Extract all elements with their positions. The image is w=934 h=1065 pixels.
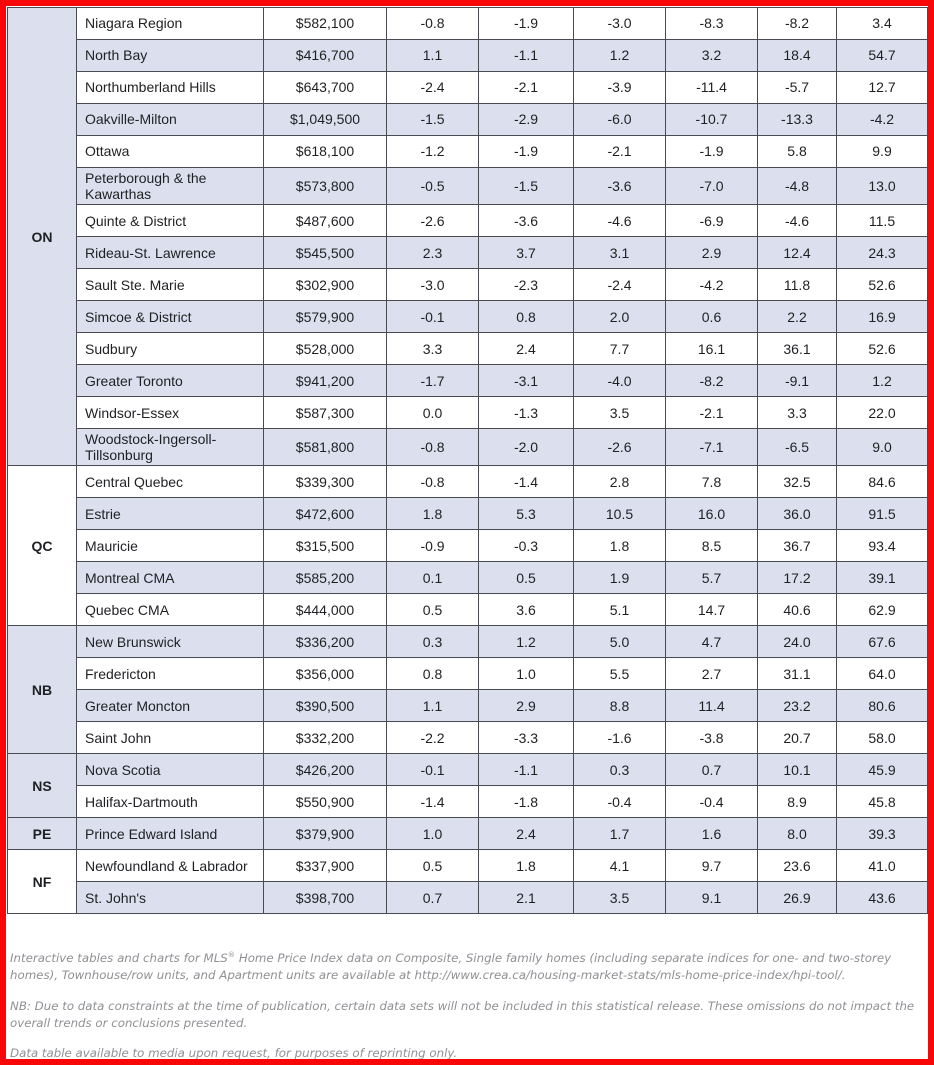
value-cell: 52.6 <box>837 333 928 365</box>
value-cell: 45.9 <box>837 754 928 786</box>
value-cell: 36.7 <box>758 530 837 562</box>
value-cell: -6.0 <box>574 104 666 136</box>
value-cell: 10.1 <box>758 754 837 786</box>
table-row <box>8 882 928 914</box>
value-cell: 0.3 <box>574 754 666 786</box>
value-cell: 0.5 <box>387 850 479 882</box>
table-row <box>8 397 928 429</box>
value-cell: 5.1 <box>574 594 666 626</box>
value-cell: -2.1 <box>666 397 758 429</box>
table-row <box>8 301 928 333</box>
hpi-table-body <box>8 8 928 914</box>
price-cell: $426,200 <box>264 754 387 786</box>
price-cell: $487,600 <box>264 205 387 237</box>
value-cell: 5.5 <box>574 658 666 690</box>
value-cell: -3.0 <box>387 269 479 301</box>
price-cell: $579,900 <box>264 301 387 333</box>
value-cell: 40.6 <box>758 594 837 626</box>
table-row <box>8 333 928 365</box>
price-cell: $582,100 <box>264 8 387 40</box>
value-cell: -0.1 <box>387 301 479 333</box>
value-cell: -2.1 <box>479 72 574 104</box>
region-cell: Rideau-St. Lawrence <box>77 237 264 269</box>
value-cell: -2.0 <box>479 429 574 466</box>
value-cell: 1.1 <box>387 40 479 72</box>
price-cell: $941,200 <box>264 365 387 397</box>
price-cell: $444,000 <box>264 594 387 626</box>
value-cell: 5.8 <box>758 136 837 168</box>
table-row <box>8 205 928 237</box>
value-cell: 52.6 <box>837 269 928 301</box>
value-cell: -2.2 <box>387 722 479 754</box>
value-cell: 22.0 <box>837 397 928 429</box>
table-row <box>8 237 928 269</box>
value-cell: 5.3 <box>479 498 574 530</box>
table-row <box>8 429 928 466</box>
region-cell: Simcoe & District <box>77 301 264 333</box>
value-cell: 11.4 <box>666 690 758 722</box>
price-cell: $379,900 <box>264 818 387 850</box>
value-cell: 1.9 <box>574 562 666 594</box>
value-cell: 8.5 <box>666 530 758 562</box>
value-cell: -2.4 <box>387 72 479 104</box>
region-cell: Montreal CMA <box>77 562 264 594</box>
value-cell: 2.3 <box>387 237 479 269</box>
value-cell: 8.8 <box>574 690 666 722</box>
value-cell: 18.4 <box>758 40 837 72</box>
table-row <box>8 626 928 658</box>
region-cell: Peterborough & the Kawarthas <box>77 168 264 205</box>
value-cell: -6.5 <box>758 429 837 466</box>
value-cell: -10.7 <box>666 104 758 136</box>
hpi-data-table <box>7 7 928 914</box>
value-cell: -7.1 <box>666 429 758 466</box>
price-cell: $581,800 <box>264 429 387 466</box>
registered-trademark-symbol: ® <box>227 950 236 960</box>
value-cell: -2.9 <box>479 104 574 136</box>
value-cell: 0.7 <box>666 754 758 786</box>
value-cell: 45.8 <box>837 786 928 818</box>
value-cell: -11.4 <box>666 72 758 104</box>
table-row <box>8 168 928 205</box>
value-cell: 0.5 <box>479 562 574 594</box>
value-cell: 64.0 <box>837 658 928 690</box>
value-cell: 2.9 <box>666 237 758 269</box>
value-cell: 9.7 <box>666 850 758 882</box>
value-cell: 11.8 <box>758 269 837 301</box>
value-cell: -3.8 <box>666 722 758 754</box>
value-cell: 26.9 <box>758 882 837 914</box>
value-cell: 1.1 <box>387 690 479 722</box>
value-cell: 3.4 <box>837 8 928 40</box>
region-cell: Northumberland Hills <box>77 72 264 104</box>
value-cell: 7.8 <box>666 466 758 498</box>
value-cell: 0.1 <box>387 562 479 594</box>
value-cell: 4.7 <box>666 626 758 658</box>
region-cell: Windsor-Essex <box>77 397 264 429</box>
province-cell: ON <box>8 8 77 466</box>
value-cell: 1.8 <box>574 530 666 562</box>
table-row <box>8 658 928 690</box>
value-cell: 36.1 <box>758 333 837 365</box>
value-cell: 41.0 <box>837 850 928 882</box>
value-cell: 20.7 <box>758 722 837 754</box>
price-cell: $585,200 <box>264 562 387 594</box>
value-cell: 2.8 <box>574 466 666 498</box>
value-cell: 24.3 <box>837 237 928 269</box>
value-cell: 0.3 <box>387 626 479 658</box>
value-cell: -0.8 <box>387 466 479 498</box>
footer-notes <box>6 950 928 1061</box>
value-cell: 12.4 <box>758 237 837 269</box>
value-cell: 3.7 <box>479 237 574 269</box>
price-cell: $332,200 <box>264 722 387 754</box>
value-cell: 24.0 <box>758 626 837 658</box>
value-cell: -0.1 <box>387 754 479 786</box>
value-cell: 1.0 <box>387 818 479 850</box>
price-cell: $573,800 <box>264 168 387 205</box>
value-cell: -1.5 <box>479 168 574 205</box>
province-cell: PE <box>8 818 77 850</box>
table-row <box>8 466 928 498</box>
value-cell: -4.2 <box>666 269 758 301</box>
value-cell: 3.5 <box>574 397 666 429</box>
price-cell: $302,900 <box>264 269 387 301</box>
value-cell: -0.4 <box>574 786 666 818</box>
table-row <box>8 72 928 104</box>
region-cell: Central Quebec <box>77 466 264 498</box>
table-row <box>8 818 928 850</box>
value-cell: 9.0 <box>837 429 928 466</box>
region-cell: Woodstock-Ingersoll-Tillsonburg <box>77 429 264 466</box>
value-cell: 1.8 <box>479 850 574 882</box>
region-cell: Fredericton <box>77 658 264 690</box>
value-cell: 62.9 <box>837 594 928 626</box>
value-cell: -1.4 <box>387 786 479 818</box>
value-cell: 43.6 <box>837 882 928 914</box>
price-cell: $550,900 <box>264 786 387 818</box>
value-cell: -0.3 <box>479 530 574 562</box>
province-cell: NB <box>8 626 77 754</box>
value-cell: -8.2 <box>666 365 758 397</box>
value-cell: 36.0 <box>758 498 837 530</box>
table-row <box>8 136 928 168</box>
price-cell: $1,049,500 <box>264 104 387 136</box>
value-cell: 2.0 <box>574 301 666 333</box>
footer-note-hpi-tool <box>10 950 924 984</box>
price-cell: $336,200 <box>264 626 387 658</box>
value-cell: -0.4 <box>666 786 758 818</box>
table-row <box>8 722 928 754</box>
value-cell: 4.1 <box>574 850 666 882</box>
value-cell: 16.0 <box>666 498 758 530</box>
value-cell: -1.2 <box>387 136 479 168</box>
value-cell: 17.2 <box>758 562 837 594</box>
value-cell: -2.4 <box>574 269 666 301</box>
value-cell: 11.5 <box>837 205 928 237</box>
value-cell: -0.8 <box>387 8 479 40</box>
value-cell: 80.6 <box>837 690 928 722</box>
value-cell: 1.7 <box>574 818 666 850</box>
table-row <box>8 530 928 562</box>
footer-note-media-request: Data table available to media upon request, for purposes of reprinting only. <box>10 1045 458 1060</box>
price-cell: $337,900 <box>264 850 387 882</box>
province-cell: QC <box>8 466 77 626</box>
table-row <box>8 850 928 882</box>
value-cell: -1.3 <box>479 397 574 429</box>
value-cell: 2.2 <box>758 301 837 333</box>
region-cell: Estrie <box>77 498 264 530</box>
value-cell: 12.7 <box>837 72 928 104</box>
footer-text-segment: Home Price Index data on Composite, Single family homes (including separate indices for one- and two-storey homes), Townhouse/row units, and Apartment units are available at http://www.crea.ca/housing-market-stats/mls-home-price-index/hpi-tool/. <box>10 951 892 983</box>
value-cell: -1.8 <box>479 786 574 818</box>
table-row <box>8 40 928 72</box>
region-cell: Quinte & District <box>77 205 264 237</box>
region-cell: Sudbury <box>77 333 264 365</box>
price-cell: $545,500 <box>264 237 387 269</box>
value-cell: 31.1 <box>758 658 837 690</box>
region-cell: Halifax-Dartmouth <box>77 786 264 818</box>
value-cell: -1.9 <box>479 136 574 168</box>
value-cell: 54.7 <box>837 40 928 72</box>
price-cell: $472,600 <box>264 498 387 530</box>
value-cell: -9.1 <box>758 365 837 397</box>
value-cell: -3.6 <box>574 168 666 205</box>
value-cell: 3.5 <box>574 882 666 914</box>
value-cell: -1.5 <box>387 104 479 136</box>
value-cell: 8.0 <box>758 818 837 850</box>
value-cell: 91.5 <box>837 498 928 530</box>
value-cell: 93.4 <box>837 530 928 562</box>
value-cell: -0.5 <box>387 168 479 205</box>
value-cell: 2.1 <box>479 882 574 914</box>
value-cell: 9.1 <box>666 882 758 914</box>
price-cell: $390,500 <box>264 690 387 722</box>
value-cell: -8.2 <box>758 8 837 40</box>
table-row <box>8 269 928 301</box>
value-cell: -3.6 <box>479 205 574 237</box>
value-cell: 2.9 <box>479 690 574 722</box>
price-cell: $618,100 <box>264 136 387 168</box>
table-row <box>8 498 928 530</box>
region-cell: Ottawa <box>77 136 264 168</box>
value-cell: 2.4 <box>479 333 574 365</box>
price-cell: $398,700 <box>264 882 387 914</box>
region-cell: New Brunswick <box>77 626 264 658</box>
region-cell: Quebec CMA <box>77 594 264 626</box>
table-row <box>8 365 928 397</box>
value-cell: 84.6 <box>837 466 928 498</box>
value-cell: -3.9 <box>574 72 666 104</box>
value-cell: 0.7 <box>387 882 479 914</box>
value-cell: -2.3 <box>479 269 574 301</box>
value-cell: 16.9 <box>837 301 928 333</box>
value-cell: -3.0 <box>574 8 666 40</box>
region-cell: Oakville-Milton <box>77 104 264 136</box>
value-cell: 0.8 <box>387 658 479 690</box>
province-cell: NF <box>8 850 77 914</box>
value-cell: 23.6 <box>758 850 837 882</box>
value-cell: -3.3 <box>479 722 574 754</box>
value-cell: 5.0 <box>574 626 666 658</box>
footer-text-segment: Interactive tables and charts for MLS <box>10 951 228 966</box>
region-cell: Niagara Region <box>77 8 264 40</box>
value-cell: -4.6 <box>758 205 837 237</box>
table-row <box>8 104 928 136</box>
value-cell: -13.3 <box>758 104 837 136</box>
value-cell: -2.6 <box>574 429 666 466</box>
region-cell: Nova Scotia <box>77 754 264 786</box>
value-cell: 2.7 <box>666 658 758 690</box>
price-cell: $643,700 <box>264 72 387 104</box>
value-cell: 0.6 <box>666 301 758 333</box>
region-cell: Prince Edward Island <box>77 818 264 850</box>
value-cell: 1.8 <box>387 498 479 530</box>
value-cell: -1.9 <box>666 136 758 168</box>
value-cell: 1.2 <box>574 40 666 72</box>
value-cell: -1.1 <box>479 754 574 786</box>
value-cell: -4.8 <box>758 168 837 205</box>
value-cell: 3.6 <box>479 594 574 626</box>
value-cell: -3.1 <box>479 365 574 397</box>
value-cell: 7.7 <box>574 333 666 365</box>
value-cell: 3.1 <box>574 237 666 269</box>
region-cell: Greater Moncton <box>77 690 264 722</box>
value-cell: 23.2 <box>758 690 837 722</box>
price-cell: $315,500 <box>264 530 387 562</box>
province-cell: NS <box>8 754 77 818</box>
value-cell: -1.6 <box>574 722 666 754</box>
table-row <box>8 690 928 722</box>
table-row <box>8 594 928 626</box>
value-cell: -1.1 <box>479 40 574 72</box>
value-cell: 1.2 <box>837 365 928 397</box>
value-cell: -1.7 <box>387 365 479 397</box>
value-cell: 67.6 <box>837 626 928 658</box>
value-cell: -5.7 <box>758 72 837 104</box>
value-cell: 0.8 <box>479 301 574 333</box>
value-cell: 1.6 <box>666 818 758 850</box>
region-cell: St. John's <box>77 882 264 914</box>
value-cell: 3.2 <box>666 40 758 72</box>
value-cell: -0.9 <box>387 530 479 562</box>
value-cell: -6.9 <box>666 205 758 237</box>
value-cell: 0.5 <box>387 594 479 626</box>
value-cell: 39.1 <box>837 562 928 594</box>
value-cell: 3.3 <box>758 397 837 429</box>
value-cell: -4.0 <box>574 365 666 397</box>
value-cell: -4.2 <box>837 104 928 136</box>
table-row <box>8 8 928 40</box>
region-cell: Mauricie <box>77 530 264 562</box>
value-cell: -0.8 <box>387 429 479 466</box>
value-cell: 13.0 <box>837 168 928 205</box>
value-cell: -8.3 <box>666 8 758 40</box>
value-cell: 8.9 <box>758 786 837 818</box>
value-cell: 16.1 <box>666 333 758 365</box>
value-cell: -1.4 <box>479 466 574 498</box>
value-cell: -7.0 <box>666 168 758 205</box>
value-cell: -4.6 <box>574 205 666 237</box>
region-cell: Saint John <box>77 722 264 754</box>
value-cell: 32.5 <box>758 466 837 498</box>
price-cell: $528,000 <box>264 333 387 365</box>
value-cell: 9.9 <box>837 136 928 168</box>
table-row <box>8 754 928 786</box>
value-cell: 39.3 <box>837 818 928 850</box>
price-cell: $416,700 <box>264 40 387 72</box>
region-cell: Greater Toronto <box>77 365 264 397</box>
region-cell: North Bay <box>77 40 264 72</box>
value-cell: 1.2 <box>479 626 574 658</box>
price-cell: $356,000 <box>264 658 387 690</box>
value-cell: 2.4 <box>479 818 574 850</box>
region-cell: Sault Ste. Marie <box>77 269 264 301</box>
value-cell: 10.5 <box>574 498 666 530</box>
value-cell: 1.0 <box>479 658 574 690</box>
table-row <box>8 562 928 594</box>
price-cell: $587,300 <box>264 397 387 429</box>
value-cell: 3.3 <box>387 333 479 365</box>
value-cell: 14.7 <box>666 594 758 626</box>
value-cell: -2.6 <box>387 205 479 237</box>
value-cell: 58.0 <box>837 722 928 754</box>
region-cell: Newfoundland & Labrador <box>77 850 264 882</box>
footer-note-data-constraints: NB: Due to data constraints at the time of publication, certain data sets will not be included in this statistical release. These omissions do not impact the overall trends or conclusions presented. <box>10 998 915 1030</box>
value-cell: -2.1 <box>574 136 666 168</box>
value-cell: 0.0 <box>387 397 479 429</box>
price-cell: $339,300 <box>264 466 387 498</box>
table-row <box>8 786 928 818</box>
value-cell: 5.7 <box>666 562 758 594</box>
value-cell: -1.9 <box>479 8 574 40</box>
